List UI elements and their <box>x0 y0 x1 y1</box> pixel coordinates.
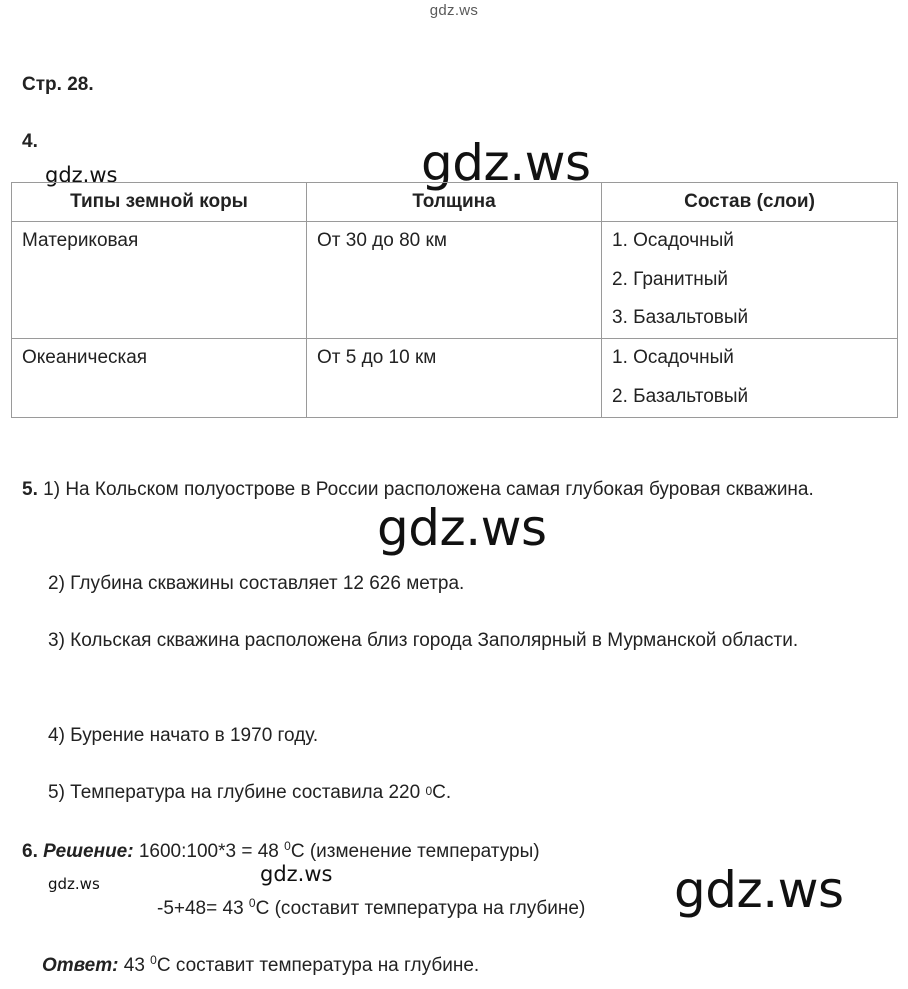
layer-item: 1. Осадочный <box>612 347 734 368</box>
task-5-item-1-text: 1) На Кольском полуострове в России расположена самая глубокая буровая скважина. <box>43 479 814 500</box>
cell-layers <box>602 222 898 339</box>
watermark-tiny: gdz.ws <box>48 875 100 893</box>
solution-line-2-pre: -5+48= 43 <box>157 898 249 919</box>
watermark-small-2: gdz.ws <box>260 862 333 886</box>
header-thickness: Толщина <box>307 183 602 222</box>
solution-line-1-post: С (изменение температуры) <box>290 841 540 862</box>
task-5-item-2-text: 2) Глубина скважины составляет 12 626 метра. <box>48 573 465 594</box>
task-5-item-3 <box>22 622 886 660</box>
answer-pre: 43 <box>118 955 151 976</box>
task-4-number: 4. <box>22 131 38 152</box>
cell-crust-type: Океаническая <box>12 339 307 418</box>
cell-thickness: От 30 до 80 км <box>307 222 602 339</box>
degree-sup: 0 <box>248 896 256 910</box>
layer-item: 2. Гранитный <box>612 268 729 290</box>
watermark-big-1: gdz.ws <box>421 134 591 192</box>
task-6-answer-line <box>42 955 479 977</box>
table-header-row <box>12 183 898 222</box>
watermark-big-2: gdz.ws <box>377 499 547 557</box>
task-5-number: 5. <box>22 479 38 500</box>
cell-layers <box>602 339 898 418</box>
degree-sup: 0 <box>284 839 291 853</box>
degree-sup: 0 <box>425 784 433 798</box>
solution-line-2-post: С (составит температура на глубине) <box>255 898 586 919</box>
task-5-item-5-text: 5) Температура на глубине составила 220 <box>48 782 426 803</box>
cell-thickness: От 5 до 10 км <box>307 339 602 418</box>
task-6-solution-line <box>22 841 540 863</box>
page-reference: Стр. 28. <box>22 74 94 95</box>
answer-label: Ответ: <box>42 955 119 976</box>
cell-crust-type: Материковая <box>12 222 307 339</box>
table-row <box>12 222 898 339</box>
layer-item: 1. Осадочный <box>612 230 734 251</box>
watermark-big-3: gdz.ws <box>674 861 844 919</box>
solution-label: Решение: <box>43 841 134 862</box>
degree-sup: 0 <box>150 953 157 967</box>
watermark-small-1: gdz.ws <box>45 163 118 187</box>
task-6-number: 6. <box>22 841 38 862</box>
crust-types-table <box>11 182 898 418</box>
header-composition: Состав (слои) <box>602 183 898 222</box>
degree-unit: С. <box>432 782 452 803</box>
task-5-item-4-text: 4) Бурение начато в 1970 году. <box>48 725 319 746</box>
task-5-item-5 <box>22 774 886 812</box>
layer-item: 3. Базальтовый <box>612 307 749 328</box>
task-5-item-2 <box>22 565 886 603</box>
task-5-item-3-text: 3) Кольская скважина расположена близ города Заполярный в Мурманской области. <box>48 630 799 651</box>
layer-item: 2. Базальтовый <box>612 385 749 407</box>
watermark-top: gdz.ws <box>429 2 479 19</box>
task-6-solution-line-2 <box>157 898 585 920</box>
answer-post: С составит температура на глубине. <box>156 955 480 976</box>
header-crust-type: Типы земной коры <box>12 183 307 222</box>
task-5-item-4 <box>22 717 886 755</box>
solution-line-1-pre: 1600:100*3 = 48 <box>133 841 285 862</box>
table-row <box>12 339 898 418</box>
